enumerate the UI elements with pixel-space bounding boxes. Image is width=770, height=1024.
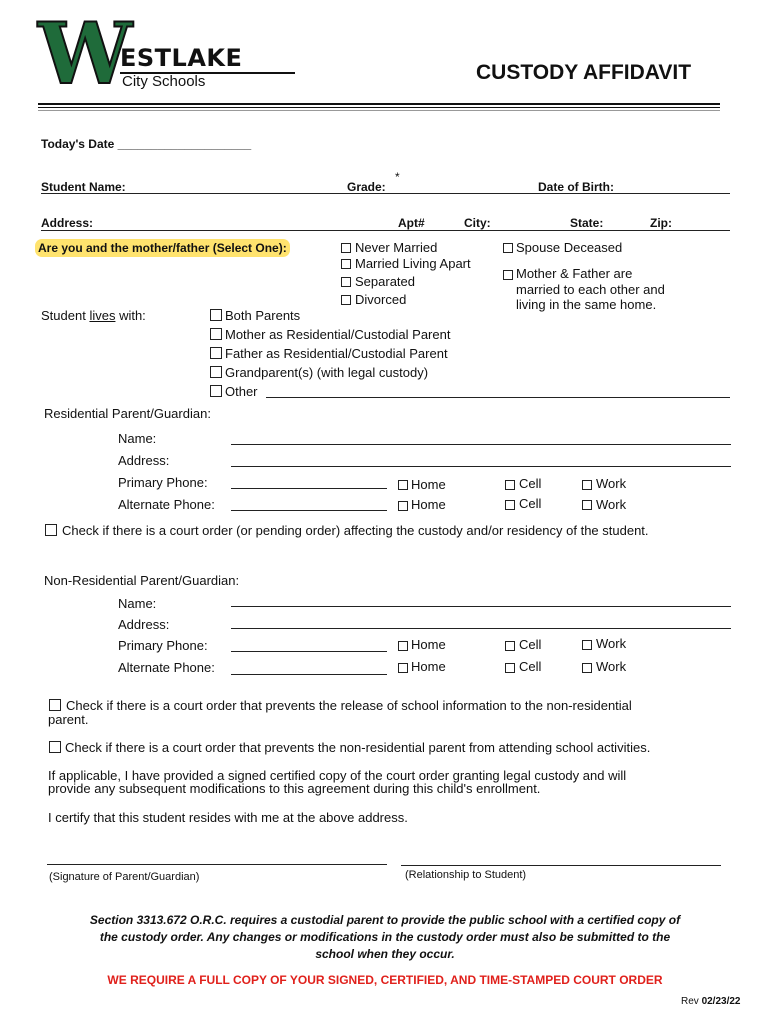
activities-label: Check if there is a court order that prevents the non-residential parent from attending school activities. [65,740,651,755]
spouse-deceased-checkbox[interactable] [503,243,513,253]
dob-label: Date of Birth: [538,180,614,194]
res-alt-home-checkbox[interactable] [398,501,408,511]
res-primary-home-label: Home [411,477,446,492]
res-primary-cell-checkbox[interactable] [505,480,515,490]
legal-line-2: the custody order. Any changes or modifications in the custody order must also be submitted to the [99,930,671,944]
nonres-alt-work-checkbox[interactable] [582,663,592,673]
signature-label: (Signature of Parent/Guardian) [49,871,200,883]
nonres-alt-home-label: Home [411,659,446,674]
never-married-checkbox[interactable] [341,243,351,253]
nonres-primary-home-label: Home [411,637,446,652]
res-primary-home-checkbox[interactable] [398,480,408,490]
grandparents-label: Grandparent(s) (with legal custody) [225,365,429,380]
parents-married-line-3: living in the same home. [516,297,657,312]
nonres-address-input[interactable] [231,628,731,629]
father-residential-label: Father as Residential/Custodial Parent [225,346,448,361]
lives-with-suffix: with: [115,308,146,323]
both-parents-label: Both Parents [225,308,301,323]
court-order-requirement: WE REQUIRE A FULL COPY OF YOUR SIGNED, CERTIFIED, AND TIME-STAMPED COURT ORDER [107,973,663,987]
res-primary-input[interactable] [231,488,387,489]
revision-date: 02/23/22 [701,996,741,1007]
married-apart-label: Married Living Apart [355,256,471,271]
todays-date-field[interactable]: Today's Date ____________________ [41,137,252,151]
certify-statement: I certify that this student resides with me at the above address. [48,810,408,825]
legal-line-1: Section 3313.672 O.R.C. requires a custodial parent to provide the public school with a certified copy of [89,913,681,927]
spouse-deceased-label: Spouse Deceased [516,240,623,255]
other-input[interactable] [266,397,730,398]
parents-married-line-2: married to each other and [516,282,665,297]
grandparents-checkbox[interactable] [210,366,222,378]
divorced-checkbox[interactable] [341,295,351,305]
nonres-primary-cell-label: Cell [519,637,542,652]
page-title: CUSTODY AFFIDAVIT [476,61,692,84]
address-label: Address: [41,216,94,230]
nonres-alt-cell-label: Cell [519,659,542,674]
apt-label: Apt# [398,216,425,230]
res-address-label: Address: [118,453,170,468]
res-alt-cell-label: Cell [519,496,542,511]
marital-question: Are you and the mother/father (Select One): [35,239,290,257]
nonres-alternate-input[interactable] [231,674,387,675]
nonres-primary-label: Primary Phone: [118,638,208,653]
res-alt-cell-checkbox[interactable] [505,500,515,510]
nonres-alt-home-checkbox[interactable] [398,663,408,673]
nonres-alternate-label: Alternate Phone: [118,660,215,675]
mother-residential-checkbox[interactable] [210,328,222,340]
info-release-line-1: Check if there is a court order that prevents the release of school information to the non-residential [66,698,632,713]
separated-checkbox[interactable] [341,277,351,287]
lives-with-prefix: Student [41,308,90,323]
parents-married-line-1: Mother & Father are [516,266,633,281]
nonres-primary-input[interactable] [231,651,387,652]
logo-subtitle: City Schools [122,73,206,90]
divorced-label: Divorced [355,292,407,307]
revision-label [681,996,741,1007]
residential-heading: Residential Parent/Guardian: [44,406,211,421]
res-alternate-label: Alternate Phone: [118,497,215,512]
both-parents-checkbox[interactable] [210,309,222,321]
dob-input[interactable] [451,193,730,194]
info-release-checkbox[interactable] [49,699,61,711]
res-address-input[interactable] [231,466,731,467]
legal-notice [20,912,750,963]
res-name-input[interactable] [231,444,731,445]
grade-input[interactable] [391,193,451,194]
signature-input[interactable] [47,864,387,865]
city-label: City: [464,216,491,230]
married-apart-checkbox[interactable] [341,259,351,269]
logo-w-letter: W [38,4,131,103]
nonres-alt-cell-checkbox[interactable] [505,663,515,673]
nonres-primary-work-label: Work [596,636,627,651]
lives-with-label [41,308,146,323]
res-primary-work-label: Work [596,476,627,491]
father-residential-checkbox[interactable] [210,347,222,359]
never-married-label: Never Married [355,240,438,255]
state-label: State: [570,216,604,230]
student-name-input[interactable] [41,193,391,194]
mother-residential-label: Mother as Residential/Custodial Parent [225,327,451,342]
school-logo [38,4,308,103]
zip-label: Zip: [650,216,672,230]
res-primary-work-checkbox[interactable] [582,480,592,490]
nonresidential-heading: Non-Residential Parent/Guardian: [44,573,240,588]
other-label: Other [225,384,258,399]
res-primary-label: Primary Phone: [118,475,208,490]
info-release-line-2: parent. [48,712,89,727]
nonres-primary-cell-checkbox[interactable] [505,641,515,651]
nonres-primary-home-checkbox[interactable] [398,641,408,651]
logo-wordmark: ESTLAKE [120,44,243,72]
nonres-alt-work-label: Work [596,659,627,674]
res-name-label: Name: [118,431,157,446]
grade-required-mark: * [395,170,400,184]
address-input[interactable] [41,230,730,231]
activities-checkbox[interactable] [49,741,61,753]
header-rule [38,103,720,108]
lives-with-underlined: lives [89,308,116,323]
res-court-order-checkbox[interactable] [45,524,57,536]
res-primary-cell-label: Cell [519,476,542,491]
res-alt-home-label: Home [411,497,446,512]
other-checkbox[interactable] [210,385,222,397]
nonres-primary-work-checkbox[interactable] [582,640,592,650]
res-alt-work-label: Work [596,497,627,512]
separated-label: Separated [355,274,415,289]
court-copy-line-2: provide any subsequent modifications to this agreement during this child's enrollment. [48,781,541,796]
parents-married-checkbox[interactable] [503,270,513,280]
res-alternate-input[interactable] [231,510,387,511]
relationship-label: (Relationship to Student) [405,869,527,881]
res-alt-work-checkbox[interactable] [582,500,592,510]
court-copy-line-1: If applicable, I have provided a signed certified copy of the court order granting legal custody and will [48,768,627,783]
nonres-address-label: Address: [118,617,170,632]
res-court-order-label: Check if there is a court order (or pending order) affecting the custody and/or residency of the student. [62,523,649,538]
relationship-input[interactable] [401,865,721,866]
header-rule-gray [38,110,720,111]
legal-line-3: school when they occur. [315,947,455,961]
revision-prefix: Rev [681,996,702,1007]
grade-label: Grade: [347,180,386,194]
nonres-name-input[interactable] [231,606,731,607]
nonres-name-label: Name: [118,596,157,611]
student-name-label: Student Name: [41,180,126,194]
